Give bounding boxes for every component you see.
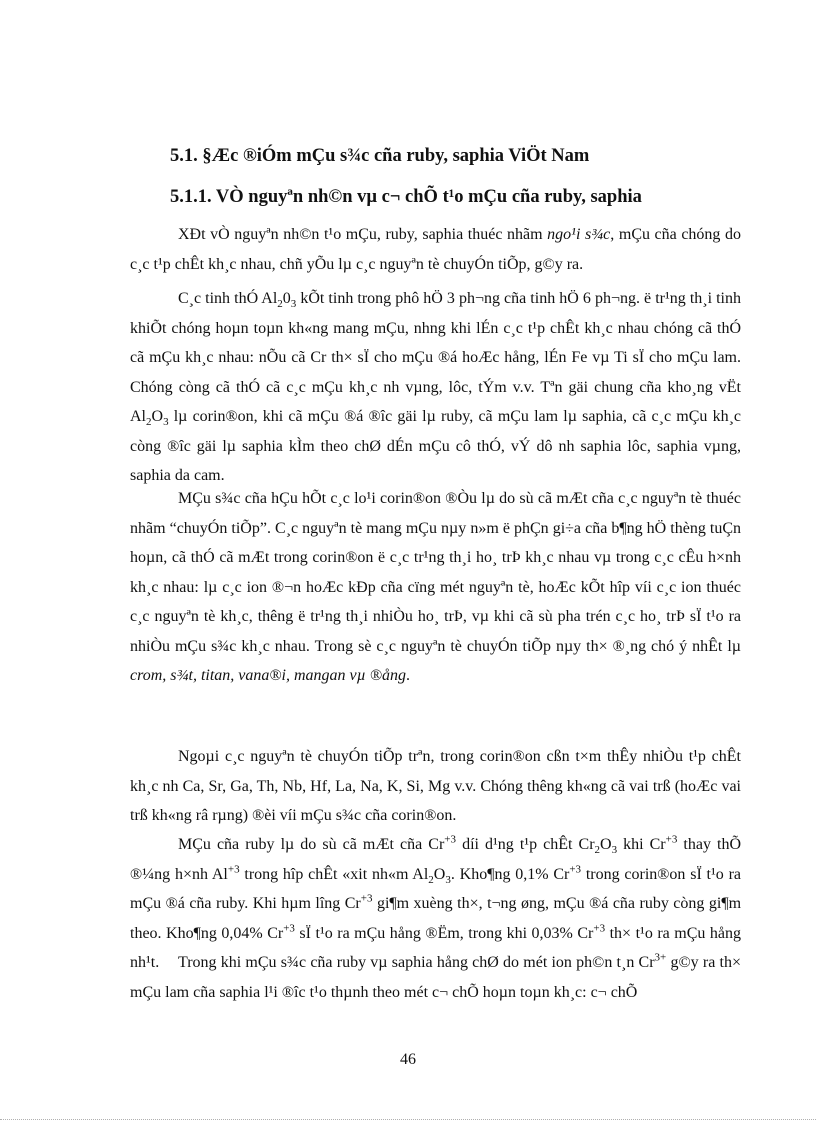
subscript: 3 [611, 844, 618, 857]
superscript: +3 [444, 833, 457, 846]
subscript: 3 [163, 416, 169, 429]
text-run: trong hîp chÊt «xit nh«m Al [239, 865, 429, 883]
superscript: +3 [593, 922, 606, 935]
section-heading: 5.1. §Æc ®iÓm mÇu s¾c cña ruby, saphia ViÖt Nam [170, 146, 590, 166]
subscript: 2 [146, 416, 152, 429]
text-run: O [433, 865, 446, 883]
text-run: XÐt vÒ nguyªn nh©n t¹o mÇu, ruby, saphia thuéc nhãm [178, 226, 548, 243]
superscript: +3 [360, 892, 373, 905]
text-run: trong corin®on sÏ t¹o ra mÇu ®á cña ruby. Khi hµm lîng Cr [130, 865, 742, 912]
text-run: sÏ t¹o ra mÇu hång ®Ëm, trong khi 0,03% Cr [294, 924, 594, 942]
text-run: gi¶m xuèng th×, t¬ng øng, mÇu ®á cña ruby còng gi¶m theo. Kho¶ng 0,04% Cr [130, 895, 742, 942]
subscript: 2 [428, 873, 434, 886]
text-run: , mÇu cña chóng do c¸c t¹p chÊt kh¸c nhau, chñ yÕu lµ c¸c nguyªn tè chuyÓn tiÕp, g©y ra. [130, 226, 742, 273]
superscript: +3 [283, 922, 295, 935]
italic-term: crom, s¾t, titan, vana®i, mangan vµ ®ång [130, 667, 407, 684]
subscript: 3 [445, 873, 451, 886]
subscript: 2 [277, 298, 283, 311]
italic-term: ngo¹i s¾c [547, 226, 611, 243]
text-run: C¸c tinh thÓ Al [178, 290, 278, 307]
text-run: O [600, 836, 612, 853]
text-run: th× t¹o ra mÇu hång nh¹t. [130, 924, 741, 971]
paragraph-4: Ngoµi c¸c nguyªn tè chuyÓn tiÕp trªn, trong corin®on cßn t×m thÊy nhiÒu t¹p chÊt kh¸c nh Ca, Sr, Ga, Th, Nb, Hf, La, Na, K, Si, Mg v.v. Chóng thêng kh«ng cã vai trß (hoÆc vai trß kh«ng râ rµng) ®èi víi mÇu s¾c cña corin®on. [130, 748, 741, 824]
text-run: kÕt tinh trong phô hÖ 3 ph¬ng cña tinh hÖ 6 ph¬ng. ë tr¹ng th¸i tinh khiÕt chóng hoµn toµn kh«ng mang mÇu, nhng khi lÉn c¸c t¹p chÊt kh¸c nhau chóng cã thÓ cã mÇu kh¸c nhau: nÕu cã Cr th× sÏ cho mÇu ®á hoÆc hång, lÉn Fe vµ Ti sÏ cho mÇu lam. Chóng còng cã thÓ cã c¸c mÇu kh¸c nh vµng, lôc, tÝm v.v. Tªn gäi chung cña kho¸ng vËt Al [130, 290, 741, 425]
subsection-heading: 5.1.1. VÒ nguyªn nh©n vµ c¬ chÕ t¹o mÇu cña ruby, saphia [170, 187, 642, 207]
text-run: . Kho¶ng 0,1% Cr [450, 865, 570, 883]
text-run: lµ corin®on, khi cã mÇu ®á ®îc gäi lµ ruby, cã mÇu lam lµ saphia, cã c¸c mÇu kh¸c còng ®îc gäi lµ saphia kÌm theo chØ dÉn mÇu cô thÓ, vÝ dô nh saphia lôc, saphia vµng, saphia da cam. [130, 408, 741, 484]
text-run: MÇu cña ruby lµ do sù cã mÆt cña Cr [178, 836, 445, 853]
page-bottom-divider [0, 1119, 816, 1120]
text-run: . [406, 667, 411, 684]
text-run: Trong khi mÇu s¾c cña ruby vµ saphia hång chØ do mét ion ph©n t¸n Cr [178, 954, 655, 971]
text-run: O [151, 408, 164, 425]
paragraph-6 [130, 948, 741, 1007]
text-run: MÇu s¾c cña hÇu hÕt c¸c lo¹i corin®on ®Òu lµ do sù cã mÆt cña c¸c nguyªn tè thuéc nhãm “chuyÓn tiÕp”. C¸c nguyªn tè mang mÇu nµy n»m ë phÇn gi÷a cña b¶ng hÖ thèng tuÇn hoµn, cã thÓ cã mÆt trong corin®on ë c¸c tr¹ng th¸i ho¸ trÞ kh¸c nhau vµ trong c¸c cÊu h×nh kh¸c nhau: lµ c¸c ion ®¬n hoÆc kÐp cña cïng mét nguyªn tè, hoÆc kÕt hîp víi c¸c ion thuéc c¸c nguyªn tè kh¸c, thêng ë tr¹ng th¸i nhiÒu ho¸ trÞ, vµ khi cã sù pha trén c¸c ho¸ trÞ sÏ t¹o ra nhiÒu mÇu s¾c kh¸c nhau. Trong sè c¸c nguyªn tè chuyÓn tiÕp nµy th× ®¸ng chó ý nhÊt lµ [130, 490, 741, 655]
page-number: 46 [400, 1051, 416, 1068]
superscript: +3 [665, 833, 678, 846]
paragraph-2 [130, 284, 741, 491]
text-run: 0 [282, 290, 291, 307]
superscript: +3 [569, 863, 582, 876]
subscript: 2 [594, 844, 601, 857]
superscript: 3+ [654, 951, 667, 964]
text-run: thay thÕ ®¼ng h×nh Al [130, 836, 742, 883]
subscript: 3 [290, 298, 297, 311]
text-run: khi Cr [617, 836, 666, 853]
paragraph-3 [130, 484, 741, 691]
paragraph-1 [130, 220, 741, 279]
superscript: +3 [227, 863, 240, 876]
text-run: díi d¹ng t¹p chÊt Cr [456, 836, 595, 853]
text-run: g©y ra th× mÇu lam cña saphia l¹i ®îc t¹o thµnh theo mét c¬ chÕ hoµn toµn kh¸c: c¬ chÕ [130, 954, 741, 1001]
